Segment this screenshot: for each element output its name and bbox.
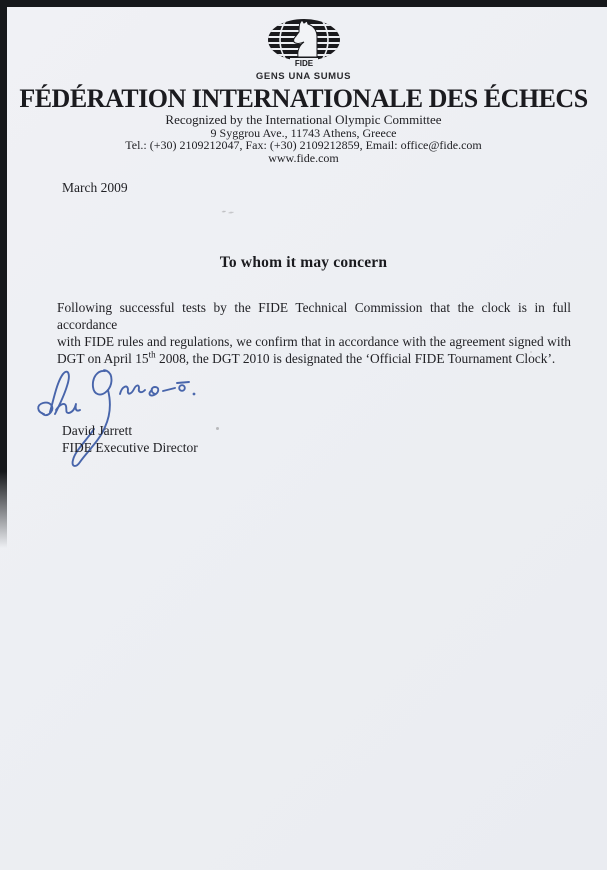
letter-subject: To whom it may concern — [219, 254, 388, 271]
fide-knight-globe-icon — [264, 18, 344, 70]
scan-artifact — [220, 208, 237, 217]
body-line-1: Following successful tests by the FIDE Technical Commission that the clock is in full accordance — [57, 300, 571, 332]
body-line-3-end: 2008, the DGT 2010 is designated the ‘Official FIDE Tournament Clock’. — [155, 351, 556, 366]
letter-body — [57, 299, 571, 367]
fide-logo-label: FIDE — [294, 59, 313, 68]
fide-logo — [0, 18, 607, 75]
recognition-line: Recognized by the International Olympic Committee — [165, 112, 442, 127]
body-line-3-start: DGT on April 15 — [57, 351, 149, 366]
handwritten-signature — [34, 364, 206, 476]
signatory-name: David Jarrett — [62, 423, 133, 438]
fide-motto: GENS UNA SUMUS — [255, 71, 352, 82]
scan-edge-left — [0, 0, 7, 548]
body-line-2: with FIDE rules and regulations, we confirm that in accordance with the agreement signed with — [57, 334, 571, 349]
website-line: www.fide.com — [268, 151, 339, 165]
organization-title: FÉDÉRATION INTERNATIONALE DES ÉCHECS — [19, 84, 588, 113]
scan-edge-top — [0, 0, 607, 7]
scan-artifact — [216, 427, 219, 430]
address-line: 9 Syggrou Ave., 11743 Athens, Greece — [210, 126, 397, 140]
signatory-title: FIDE Executive Director — [62, 440, 198, 455]
letter-date: March 2009 — [62, 180, 128, 195]
ordinal-suffix: th — [148, 349, 156, 360]
contacts-line: Tel.: (+30) 2109212047, Fax: (+30) 2109212859, Email: office@fide.com — [125, 138, 482, 152]
